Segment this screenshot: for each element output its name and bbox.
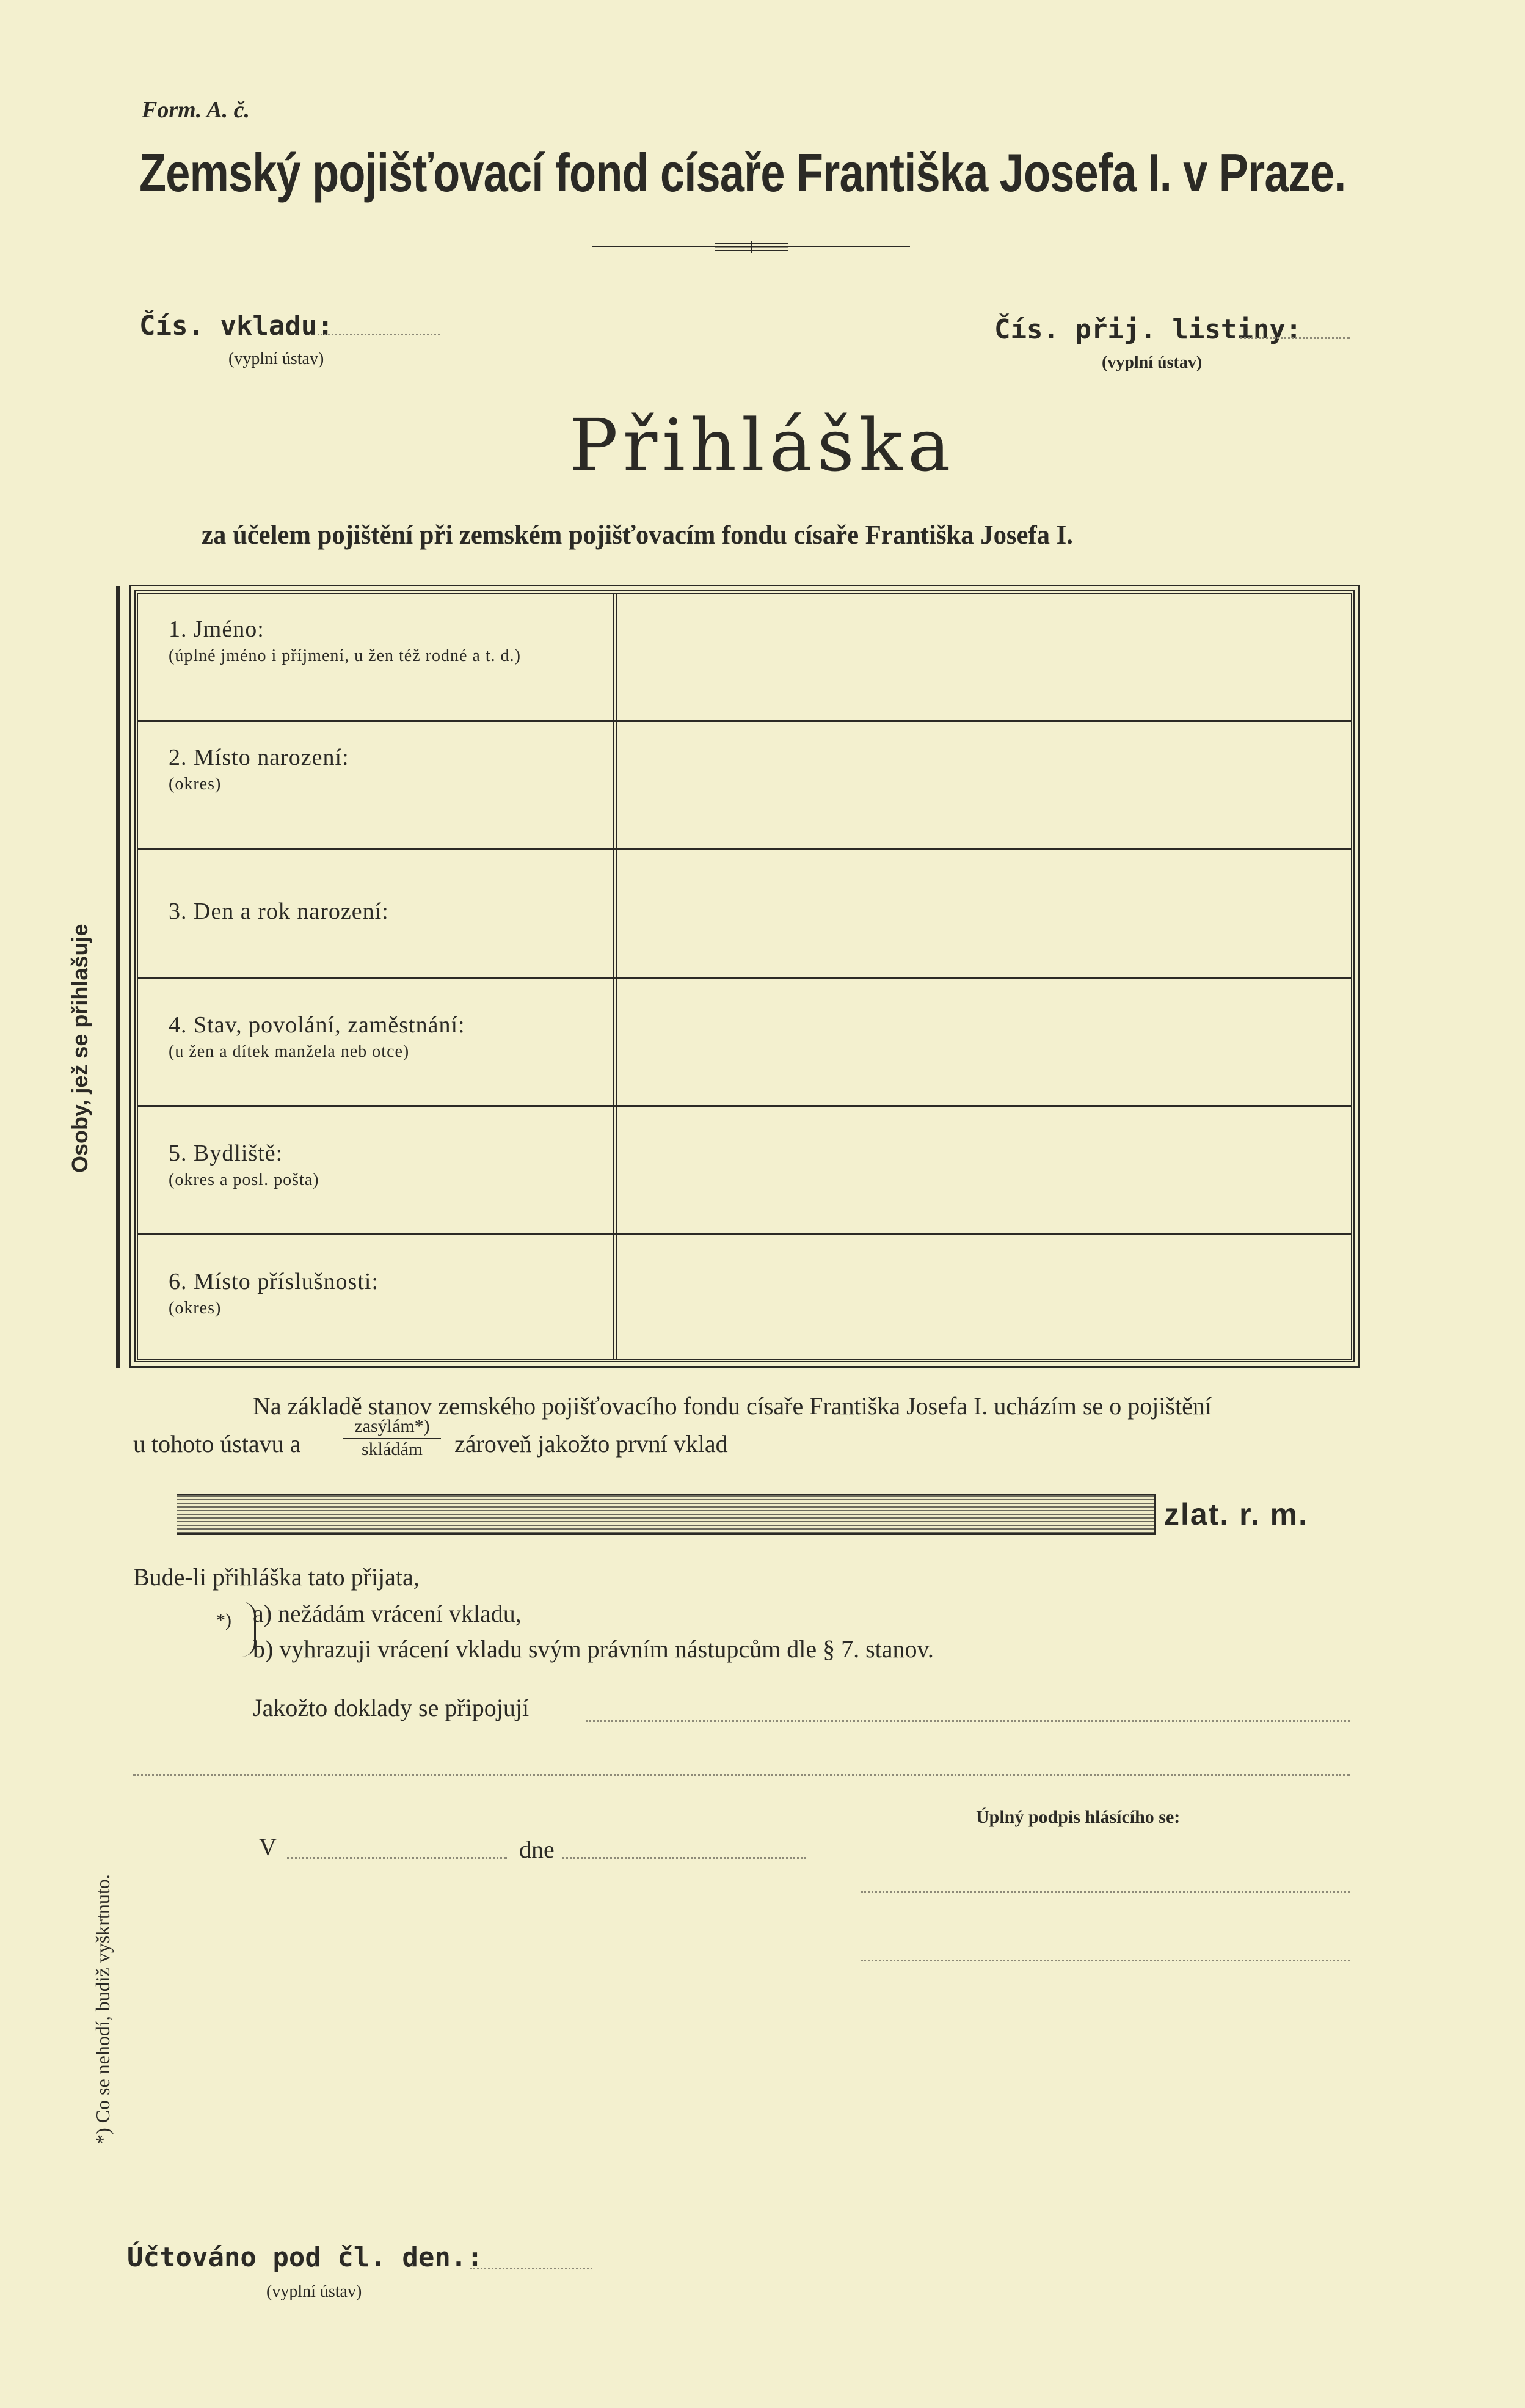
deposit-number-label: Čís. vkladu: (139, 310, 333, 341)
table-row (138, 722, 1351, 850)
document-heading: Přihláška (569, 403, 956, 487)
option-deposit: skládám (362, 1439, 423, 1459)
footnote (92, 1387, 122, 2144)
asterisk-marker: *) (216, 1610, 231, 1630)
table-row (138, 1235, 1351, 1359)
date-field[interactable] (562, 1857, 806, 1859)
row-label: 1. Jméno: (169, 616, 264, 642)
place-label: V (259, 1833, 277, 1861)
receipt-number-field[interactable] (1240, 337, 1350, 339)
declaration-line-2-end: zároveň jakožto první vklad (454, 1430, 728, 1458)
declaration-line-2-start: u tohoto ústavu a (133, 1430, 301, 1458)
document-subheading: za účelem pojištění při zemském pojišťovacím fondu císaře Františka Josefa I. (202, 520, 1073, 550)
table-row (138, 594, 1351, 722)
title-ornament (592, 239, 910, 254)
form-code: Form. A. č. (142, 97, 250, 123)
signature-field-2[interactable] (861, 1960, 1350, 1961)
row-hint: (okres a posl. pošta) (169, 1170, 319, 1189)
row-label-cell (138, 594, 617, 720)
row-label: 2. Místo narození: (169, 745, 349, 770)
option-send: zasýlám*) (343, 1416, 441, 1439)
table-row (138, 850, 1351, 979)
documents-field-continued[interactable] (133, 1774, 1350, 1776)
accounting-hint: (vyplní ústav) (266, 2282, 362, 2301)
footnote-text: *) Co se nehodí, budiž vyškrtnuto. (92, 1874, 114, 2144)
declaration-line-1: Na základě stanov zemského pojišťovacího fondu císaře Františka Josefa I. ucházím se o pojištění (253, 1392, 1212, 1420)
row-label: 6. Místo příslušnosti: (169, 1269, 379, 1294)
row-label: 5. Bydliště: (169, 1140, 283, 1166)
row-label-cell (138, 1235, 617, 1359)
persons-table (134, 590, 1355, 1362)
accounting-field[interactable] (470, 2268, 592, 2269)
signature-field[interactable] (861, 1891, 1350, 1893)
row-hint: (okres) (169, 1299, 222, 1318)
row-label-cell (138, 979, 617, 1105)
option-b[interactable]: b) vyhrazuji vrácení vkladu svým právním nástupcům dle § 7. stanov. (253, 1635, 934, 1663)
domicile-field[interactable] (617, 1235, 1351, 1359)
row-label: 4. Stav, povolání, zaměstnání: (169, 1012, 465, 1038)
birthplace-field[interactable] (617, 722, 1351, 848)
documents-label: Jakožto doklady se připojují (253, 1694, 530, 1721)
row-label: 3. Den a rok narození: (169, 899, 389, 924)
side-label (67, 489, 104, 1173)
amount-field[interactable] (177, 1494, 1156, 1535)
residence-field[interactable] (617, 1107, 1351, 1233)
send-or-deposit-choice (343, 1416, 441, 1460)
institution-title: Zemský pojišťovací fond císaře Františka Josefa I. v Praze. (139, 142, 1346, 203)
deposit-number-field[interactable] (318, 334, 440, 335)
name-field[interactable] (617, 594, 1351, 720)
table-row (138, 979, 1351, 1107)
documents-field[interactable] (586, 1720, 1350, 1722)
date-label: dne (519, 1836, 555, 1863)
row-label-cell (138, 722, 617, 848)
accounting-label: Účtováno pod čl. den.: (127, 2242, 483, 2273)
birthdate-field[interactable] (617, 850, 1351, 977)
row-hint: (okres) (169, 775, 222, 794)
row-hint: (u žen a dítek manžela neb otce) (169, 1042, 410, 1061)
place-field[interactable] (287, 1857, 507, 1859)
occupation-field[interactable] (617, 979, 1351, 1105)
acceptance-intro: Bude-li přihláška tato přijata, (133, 1563, 420, 1591)
side-label-text: Osoby, jež se přihlašuje (67, 924, 92, 1173)
receipt-number-hint: (vyplní ústav) (1102, 353, 1203, 372)
row-label-cell (138, 1107, 617, 1233)
table-row (138, 1107, 1351, 1235)
row-label-cell (138, 850, 617, 977)
side-bracket (116, 586, 128, 1368)
currency-label: zlat. r. m. (1164, 1497, 1308, 1531)
option-a[interactable]: a) nežádám vrácení vkladu, (253, 1600, 522, 1627)
deposit-number-hint: (vyplní ústav) (228, 349, 324, 368)
receipt-number-label: Čís. přij. listiny: (994, 314, 1302, 345)
signature-label: Úplný podpis hlásícího se: (976, 1807, 1181, 1827)
row-hint: (úplné jméno i příjmení, u žen též rodné a t. d.) (169, 646, 521, 665)
